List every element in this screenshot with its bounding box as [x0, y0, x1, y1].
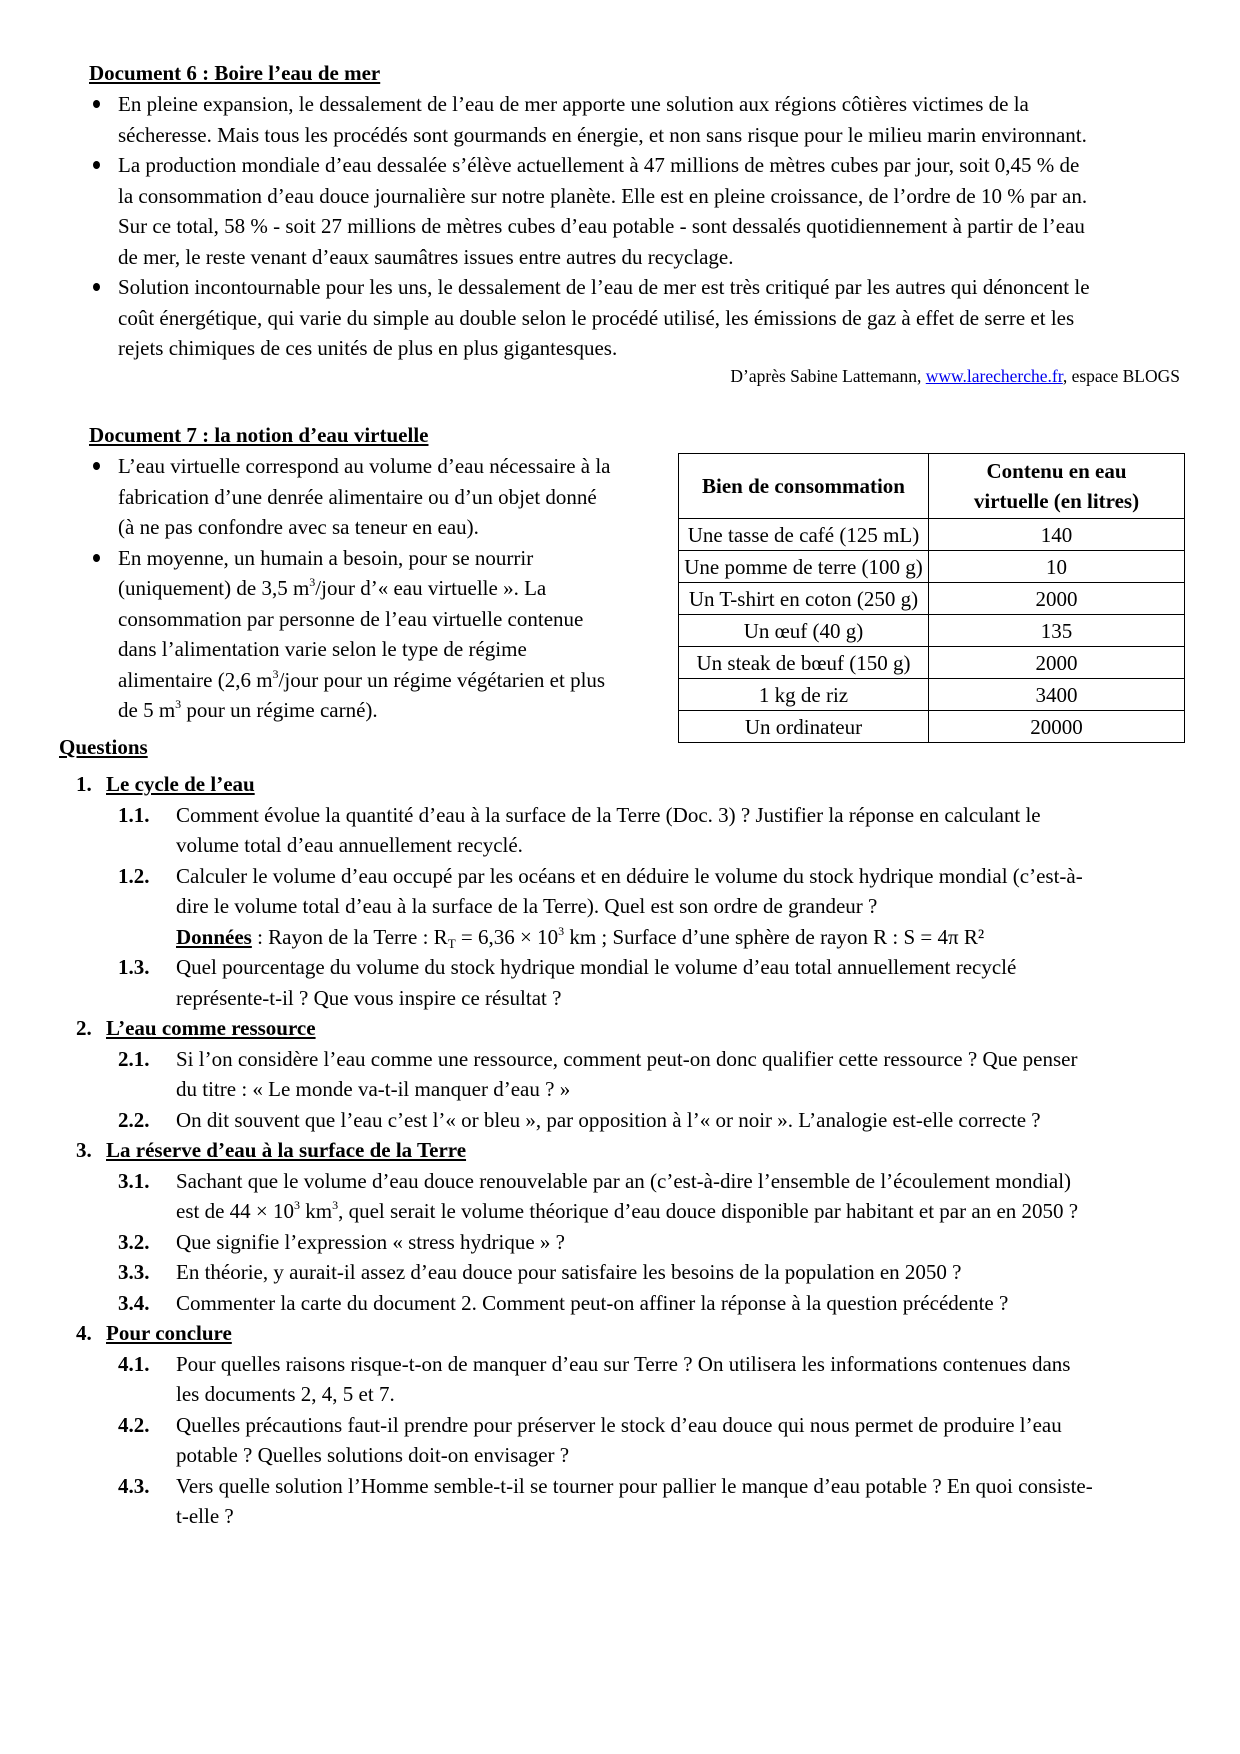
question-section: [76, 1013, 1093, 1135]
question-number: 1.1.: [118, 802, 150, 827]
superscript: 3: [309, 575, 316, 589]
text-segment: (uniquement) de 3,5 m: [118, 576, 310, 600]
bullet-item: [118, 272, 1090, 364]
question-item: [118, 1166, 1093, 1227]
text-line: coût énergétique, qui varie du simple au double selon le procédé utilisé, les émissions de gaz à effet de serre et les: [118, 305, 1075, 330]
question-item: [118, 861, 1093, 953]
cell-liters: 135: [929, 615, 1185, 647]
section-number: 2.: [76, 1016, 92, 1040]
text-line: Comment évolue la quantité d’eau à la surface de la Terre (Doc. 3) ? Justifier la réponse en calculant le: [176, 802, 1041, 827]
question-number: 3.2.: [118, 1229, 150, 1254]
text-line: Sachant que le volume d’eau douce renouvelable par an (c’est-à-dire l’ensemble de l’écoulement mondial): [176, 1168, 1072, 1193]
document-6-title: Document 6 : Boire l’eau de mer: [89, 61, 381, 85]
source-link[interactable]: www.larecherche.fr: [925, 366, 1063, 386]
question-item: [118, 1105, 1093, 1136]
text-line: (à ne pas confondre avec sa teneur en eau).: [118, 515, 479, 539]
text-line: potable ? Quelles solutions doit-on envisager ?: [176, 1443, 570, 1467]
cell-liters: 10: [929, 551, 1185, 583]
text-line: de mer, le reste venant d’eaux saumâtres issues entre autres du recyclage.: [118, 244, 734, 269]
question-section: [76, 1318, 1093, 1532]
text-line: Vers quelle solution l’Homme semble-t-il se tourner pour pallier le manque d’eau potable ? En quoi consiste-: [176, 1473, 1093, 1498]
text-line: rejets chimiques de ces unités de plus en plus gigantesques.: [118, 336, 618, 360]
cell-liters: 2000: [929, 647, 1185, 679]
text-line: Solution incontournable pour les uns, le dessalement de l’eau de mer est très critiqué par les autres qui dénoncent le: [118, 275, 1090, 299]
superscript: 3: [294, 1198, 300, 1212]
text-segment: alimentaire (2,6 m: [118, 667, 273, 692]
question-section: [76, 769, 1093, 1013]
question-item: [118, 1044, 1093, 1105]
question-item: [118, 1288, 1093, 1319]
table-header-row: [679, 454, 1185, 519]
section-number: 4.: [76, 1321, 92, 1345]
text-line: Calculer le volume d’eau occupé par les océans et en déduire le volume du stock hydrique mondial (c’est-à-: [176, 863, 1083, 888]
bullet-icon: [93, 283, 100, 291]
source-suffix: , espace BLOGS: [1062, 366, 1180, 386]
text-line: dans l’alimentation varie selon le type de régime: [118, 637, 527, 661]
data-label: Données: [176, 924, 252, 949]
question-item: [118, 952, 1093, 1013]
text-line: En pleine expansion, le dessalement de l’eau de mer apporte une solution aux régions côtières victimes de la: [118, 92, 1029, 116]
cell-liters: 140: [929, 519, 1185, 551]
table-row: [679, 583, 1185, 615]
section-heading: [76, 769, 1093, 800]
question-item: [118, 800, 1093, 861]
text-line: Si l’on considère l’eau comme une ressource, comment peut-on donc qualifier cette ressource ? Que penser: [176, 1046, 1078, 1071]
question-number: 2.2.: [118, 1107, 150, 1132]
section-heading: [76, 1318, 1093, 1349]
text-line: la consommation d’eau douce journalière sur notre planète. Elle est en pleine croissance, de l’ordre de 10 % par an.: [118, 183, 1088, 208]
text-segment: /jour d’« eau virtuelle ». La: [315, 576, 547, 600]
table-row: [679, 679, 1185, 711]
bullet-icon: [93, 462, 100, 470]
question-section: [76, 1135, 1093, 1318]
question-item: [118, 1410, 1093, 1471]
header-good: Bien de consommation: [679, 454, 929, 519]
text-segment: de 5 m: [118, 698, 176, 722]
question-item: [118, 1471, 1093, 1532]
section-number: 3.: [76, 1138, 92, 1162]
bullet-icon: [93, 554, 100, 562]
document-7-bullets: [118, 451, 611, 726]
superscript: 3: [272, 666, 279, 681]
text-line: Quel pourcentage du volume du stock hydrique mondial le volume d’eau total annuellement recyclé: [176, 955, 1017, 979]
text-line: Pour quelles raisons risque-t-on de manquer d’eau sur Terre ? On utilisera les informations contenues dans: [176, 1351, 1071, 1376]
cell-good: 1 kg de riz: [679, 679, 929, 711]
text-segment: km: [300, 1199, 333, 1223]
question-number: 2.1.: [118, 1046, 150, 1071]
table-row: [679, 711, 1185, 743]
text-line: [176, 922, 1093, 953]
text-line: représente-t-il ? Que vous inspire ce résultat ?: [176, 985, 562, 1010]
text-line: Que signifie l’expression « stress hydrique » ?: [176, 1229, 566, 1254]
document-6-source: [730, 361, 1180, 391]
question-item: [118, 1349, 1093, 1410]
cell-good: Une pomme de terre (100 g): [679, 551, 929, 583]
question-number: 1.3.: [118, 955, 150, 979]
virtual-water-table: [678, 453, 1185, 743]
text-segment: : Rayon de la Terre : R: [251, 924, 448, 949]
superscript: 3: [558, 923, 565, 938]
text-line: Sur ce total, 58 % - soit 27 millions de mètres cubes d’eau potable - sont dessalés quotidiennement à partir de l’eau: [118, 214, 1085, 238]
section-title: L’eau comme ressource: [106, 1016, 316, 1040]
cell-good: Un ordinateur: [679, 711, 929, 743]
cell-liters: 3400: [929, 679, 1185, 711]
text-line: consommation par personne de l’eau virtuelle contenue: [118, 606, 584, 631]
question-number: 4.3.: [118, 1473, 150, 1498]
text-line: [176, 1196, 1093, 1227]
text-line: En théorie, y aurait-il assez d’eau douce pour satisfaire les besoins de la population en 2050 ?: [176, 1260, 962, 1284]
header-content: [929, 454, 1185, 519]
cell-good: Un œuf (40 g): [679, 615, 929, 647]
text-segment: /jour pour un régime végétarien et plus: [278, 667, 606, 692]
cell-liters: 20000: [929, 711, 1185, 743]
cell-liters: 2000: [929, 583, 1185, 615]
text-line: [118, 665, 611, 696]
document-7-title: Document 7 : la notion d’eau virtuelle: [89, 423, 429, 447]
bullet-item: [118, 89, 1090, 150]
text-line: fabrication d’une denrée alimentaire ou d’un objet donné: [118, 484, 597, 509]
questions-list: [76, 769, 1093, 1532]
text-line: La production mondiale d’eau dessalée s’élève actuellement à 47 millions de mètres cubes par jour, soit 0,45 % de: [118, 153, 1080, 177]
question-item: [118, 1257, 1093, 1288]
cell-good: Un T-shirt en coton (250 g): [679, 583, 929, 615]
cell-good: Une tasse de café (125 mL): [679, 519, 929, 551]
question-number: 3.1.: [118, 1168, 150, 1193]
source-prefix: D’après Sabine Lattemann,: [730, 366, 926, 386]
bullet-item: [118, 451, 611, 543]
text-segment: pour un régime carné).: [181, 698, 378, 722]
header-content-label: Contenu en eau virtuelle (en litres): [973, 459, 1140, 513]
text-line: Commenter la carte du document 2. Comment peut-on affiner la réponse à la question précédente ?: [176, 1290, 1009, 1315]
section-number: 1.: [76, 772, 92, 796]
question-item: [118, 1227, 1093, 1258]
text-line: L’eau virtuelle correspond au volume d’eau nécessaire à la: [118, 454, 611, 478]
text-line: [118, 573, 611, 604]
section-heading: [76, 1013, 1093, 1044]
text-line: Quelles précautions faut-il prendre pour préserver le stock d’eau douce qui nous permet de produire l’eau: [176, 1412, 1062, 1437]
text-line: volume total d’eau annuellement recyclé.: [176, 833, 523, 857]
text-line: les documents 2, 4, 5 et 7.: [176, 1382, 395, 1406]
question-number: 3.4.: [118, 1290, 150, 1315]
text-line: On dit souvent que l’eau c’est l’« or bleu », par opposition à l’« or noir ». L’analogie est-elle correcte ?: [176, 1107, 1041, 1132]
questions-title: Questions: [59, 735, 148, 759]
question-number: 1.2.: [118, 863, 150, 888]
text-segment: , quel serait le volume théorique d’eau douce disponible par habitant et par an en 2050 ?: [338, 1199, 1079, 1223]
section-title: Le cycle de l’eau: [106, 772, 255, 796]
document-6-bullets: [118, 89, 1090, 364]
subscript: T: [447, 935, 456, 951]
table-row: [679, 519, 1185, 551]
bullet-item: [118, 543, 611, 726]
text-line: [118, 695, 611, 726]
cell-good: Un steak de bœuf (150 g): [679, 647, 929, 679]
text-segment: est de 44 × 10: [176, 1199, 294, 1223]
bullet-icon: [93, 161, 100, 169]
text-segment: = 6,36 × 10: [455, 924, 559, 949]
superscript: 3: [332, 1198, 339, 1212]
question-number: 4.1.: [118, 1351, 150, 1376]
question-number: 4.2.: [118, 1412, 150, 1437]
text-line: du titre : « Le monde va-t-il manquer d’eau ? »: [176, 1077, 571, 1101]
bullet-item: [118, 150, 1090, 272]
section-heading: [76, 1135, 1093, 1166]
text-segment: km ; Surface d’une sphère de rayon R : S = 4π R²: [564, 924, 985, 949]
text-line: sécheresse. Mais tous les procédés sont gourmands en énergie, et non sans risque pour le milieu marin environnant.: [118, 122, 1087, 147]
table-row: [679, 551, 1185, 583]
text-line: En moyenne, un humain a besoin, pour se nourrir: [118, 545, 534, 570]
question-number: 3.3.: [118, 1260, 150, 1284]
table-row: [679, 647, 1185, 679]
table-row: [679, 615, 1185, 647]
section-title: Pour conclure: [106, 1321, 232, 1345]
superscript: 3: [175, 697, 182, 711]
section-title: La réserve d’eau à la surface de la Terre: [106, 1138, 467, 1162]
text-line: t-elle ?: [176, 1504, 234, 1528]
text-line: dire le volume total d’eau à la surface de la Terre). Quel est son ordre de grandeur ?: [176, 894, 878, 918]
bullet-icon: [93, 100, 100, 108]
